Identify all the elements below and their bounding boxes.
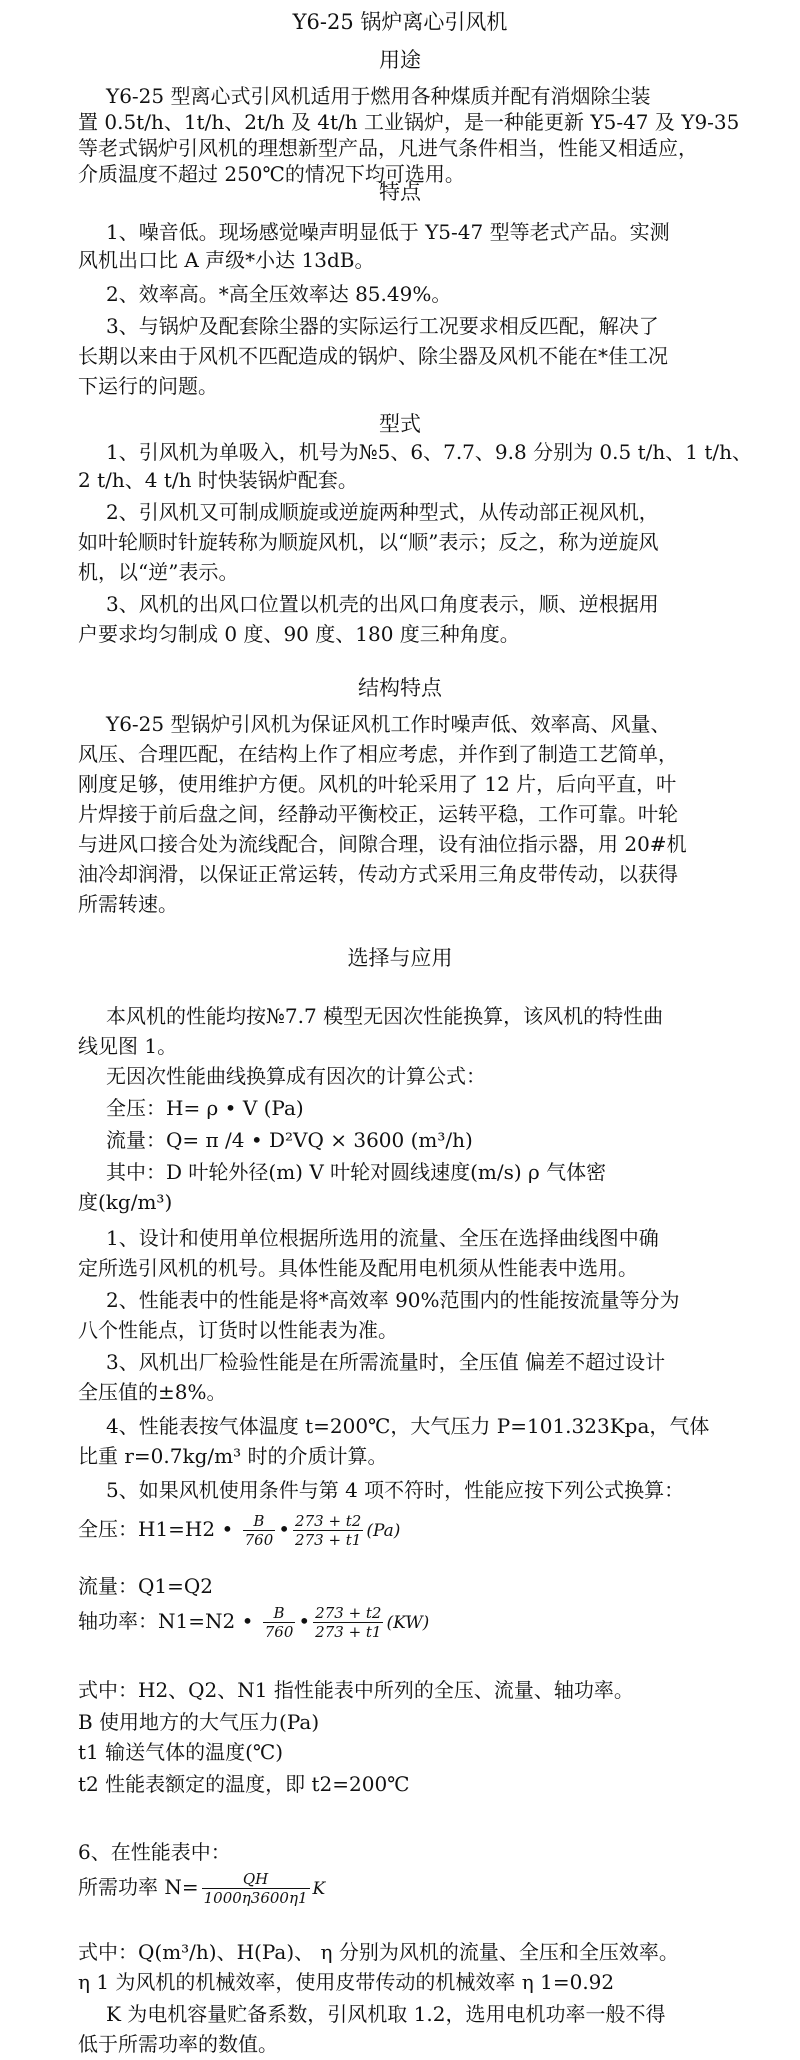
types-section [0,408,800,438]
text-line: B 使用地方的大气压力(Pa) [78,1710,320,1734]
text-line: K 为电机容量贮备系数，引风机取 1.2，选用电机功率一般不得 [106,2002,666,2026]
text-line: 3、风机出厂检验性能是在所需流量时，全压值 偏差不超过设计 [106,1350,666,1374]
text-line: 风压、合理匹配，在结构上作了相应考虑，并作到了制造工艺简单， [78,742,678,766]
formula-power [78,1870,325,1907]
text-line: t1 输送气体的温度(℃) [78,1740,284,1764]
features-section [0,176,800,206]
text-line: 介质温度不超过 250℃的情况下均可选用。 [78,162,465,186]
text-line: 等老式锅炉引风机的理想新型产品，凡进气条件相当，性能又相适应， [78,136,698,160]
text-line: 2、引风机又可制成顺旋或逆旋两种型式，从传动部正视风机， [106,500,659,524]
text-line: 其中：D 叶轮外径(m) V 叶轮对圆线速度(m/s) ρ 气体密 [106,1160,607,1184]
title-text: Y6-25 锅炉离心引风机 [292,10,508,34]
text-line: 刚度足够，使用维护方便。风机的叶轮采用了 12 片，后向平直，叶 [78,772,677,796]
text-line: 油冷却润滑，以保证正常运转，传动方式采用三角皮带传动，以获得 [78,862,678,886]
formula-prefix: 所需功率 N= [78,1875,199,1899]
text-line: 1、噪音低。现场感觉噪声明显低于 Y5-47 型等老式产品。实测 [106,220,670,244]
text-line: 片焊接于前后盘之间，经静动平衡校正，运转平稳，工作可靠。叶轮 [78,802,678,826]
text-line: Y6-25 型离心式引风机适用于燃用各种煤质并配有消烟除尘装 [106,84,651,108]
text-line: 1、引风机为单吸入，机号为№5、6、7.7、9.8 分别为 0.5 t/h、1 t/h、 [106,440,752,464]
text-line: 2、性能表中的性能是将*高效率 90%范围内的性能按流量等分为 [106,1288,680,1312]
denominator: 760 [244,1531,274,1549]
denominator: 273 + t1 [315,1623,382,1641]
fraction [202,1870,310,1907]
denominator: 1000η3600η1 [203,1889,308,1907]
numerator: 273 + t2 [295,1512,362,1530]
types-heading: 型式 [379,412,421,436]
usage-heading: 用途 [379,48,421,72]
text-line: 4、性能表按气体温度 t=200℃，大气压力 P=101.323Kpa，气体 [106,1414,710,1438]
unit: (KW) [386,1613,430,1633]
fraction [293,1512,363,1549]
text-line: 3、风机的出风口位置以机壳的出风口角度表示，顺、逆根据用 [106,592,659,616]
text-line: 3、与锅炉及配套除尘器的实际运行工况要求相反匹配，解决了 [106,314,659,338]
fraction [263,1604,296,1641]
text-line: 1、设计和使用单位根据所选用的流量、全压在选择曲线图中确 [106,1226,659,1250]
numerator: 273 + t2 [315,1604,382,1622]
text-line: 5、如果风机使用条件与第 4 项不符时，性能应按下列公式换算： [106,1478,685,1502]
structure-section [0,672,800,702]
text-line: 全压值的±8%。 [78,1380,227,1404]
unit: (Pa) [366,1521,401,1541]
text-line: 6、在性能表中： [78,1840,231,1864]
text-line: 定所选引风机的机号。具体性能及配用电机须从性能表中选用。 [78,1256,638,1280]
formula-q1: 流量：Q1=Q2 [78,1574,213,1598]
text-line: 式中：H2、Q2、N1 指性能表中所列的全压、流量、轴功率。 [78,1678,634,1702]
denominator: 760 [264,1623,294,1641]
text-line: 度(kg/m³) [78,1190,173,1214]
text-line: t2 性能表额定的温度，即 t2=200℃ [78,1772,410,1796]
formula-n1: 轴功率：N1=N2 • $\frac{B}{760}$ • $\frac{273 + t2}{273 + t1}$ (KW) [78,1604,430,1641]
selection-section [0,942,800,972]
text-line: 本风机的性能均按№7.7 模型无因次性能换算，该风机的特性曲 [106,1004,664,1028]
numerator: QH [202,1870,310,1889]
text-line: 机，以“逆”表示。 [78,560,239,584]
numerator: B [243,1512,276,1531]
usage-section [0,44,800,74]
structure-heading: 结构特点 [358,676,442,700]
text-line: 2 t/h、4 t/h 时快装锅炉配套。 [78,468,358,492]
text-line: 线见图 1。 [78,1034,178,1058]
document-title [0,6,800,36]
text-line: 2、效率高。*高全压效率达 85.49%。 [106,282,452,306]
text-line: 八个性能点，订货时以性能表为准。 [78,1318,398,1342]
fraction [243,1512,276,1549]
formula-prefix: 全压：H1=H2 • [78,1517,234,1541]
text-line: 比重 r=0.7kg/m³ 时的介质计算。 [78,1444,388,1468]
formula-pressure: 全压：H= ρ • V (Pa) [106,1096,304,1120]
text-line: 下运行的问题。 [78,374,218,398]
text-line: 所需转速。 [78,892,178,916]
fraction [313,1604,383,1641]
text-line: 低于所需功率的数值。 [78,2032,278,2056]
text-line: 与进风口接合处为流线配合，间隙合理，设有油位指示器，用 20#机 [78,832,687,856]
text-line: 置 0.5t/h、1t/h、2t/h 及 4t/h 工业锅炉，是一种能更新 Y5-47 及 Y9-35 [78,110,740,134]
selection-heading: 选择与应用 [347,946,453,970]
formula-h1: 全压：H1=H2 • $\frac{B}{760}$ • $\frac{273 + t2}{273 + t1}$ (Pa) [78,1512,401,1549]
text-line: 风机出口比 A 声级*小达 13dB。 [78,248,375,272]
text-line: 无因次性能曲线换算成有因次的计算公式： [106,1064,486,1088]
coefficient: K [312,1879,326,1899]
text-line: Y6-25 型锅炉引风机为保证风机工作时噪声低、效率高、风量、 [106,712,671,736]
denominator: 273 + t1 [295,1531,362,1549]
text-line: 如叶轮顺时针旋转称为顺旋风机，以“顺”表示；反之，称为逆旋风 [78,530,659,554]
text-line: 式中：Q(m³/h)、H(Pa)、 η 分别为风机的流量、全压和全压效率。 [78,1940,679,1964]
text-line: 长期以来由于风机不匹配造成的锅炉、除尘器及风机不能在*佳工况 [78,344,668,368]
formula-prefix: 轴功率：N1=N2 • [78,1609,254,1633]
text-line: η 1 为风机的机械效率，使用皮带传动的机械效率 η 1=0.92 [78,1970,615,1994]
numerator: B [263,1604,296,1623]
features-heading: 特点 [379,180,421,204]
formula-flow: 流量：Q= π /4 • D²VQ × 3600 (m³/h) [106,1128,473,1152]
text-line: 户要求均匀制成 0 度、90 度、180 度三种角度。 [78,622,520,646]
